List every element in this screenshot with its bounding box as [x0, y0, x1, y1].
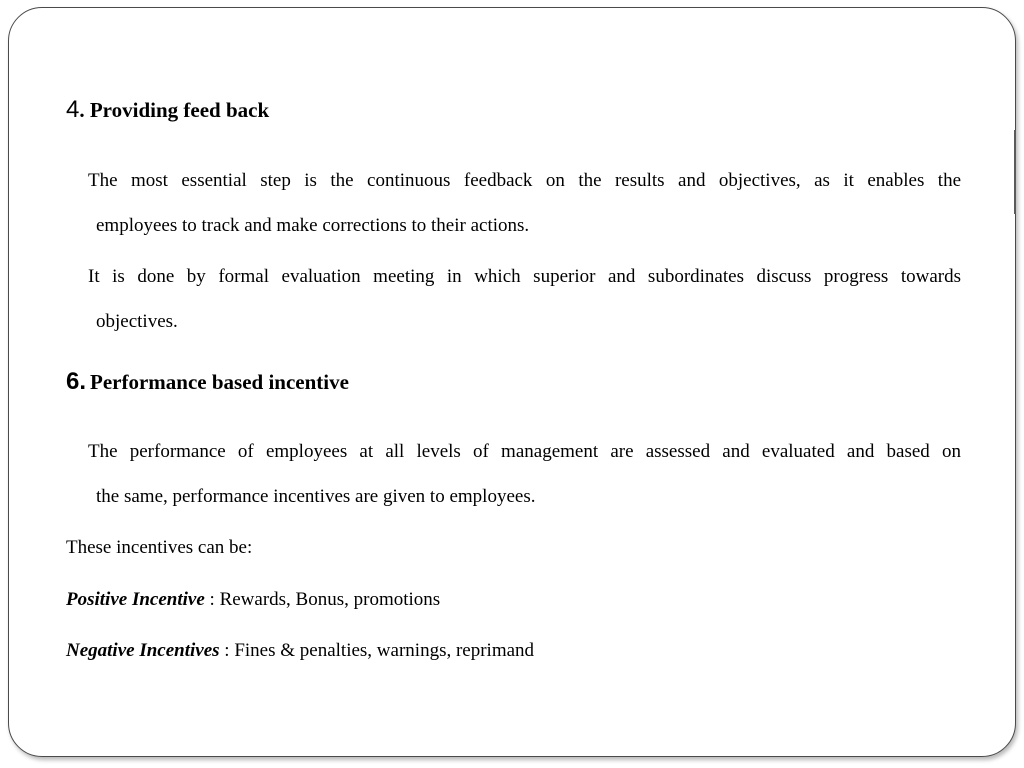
paragraph-line: The most essential step is the continuous feedback on the results and objectives, as it enables the: [88, 170, 961, 191]
section-dot: .: [79, 98, 90, 122]
slide-edge-accent: [1014, 130, 1016, 214]
paragraph-line: objectives.: [96, 311, 178, 332]
incentive-description: Rewards, Bonus, promotions: [219, 589, 441, 610]
incentive-description: Fines & penalties, warnings, reprimand: [234, 640, 535, 661]
paragraph-line: employees to track and make corrections to their actions.: [96, 215, 530, 236]
incentive-item-positive: [66, 589, 440, 611]
incentive-separator: :: [204, 589, 220, 610]
section-heading-feedback: [66, 96, 269, 124]
feedback-paragraph-1: [88, 158, 961, 248]
section-title: Performance based incentive: [90, 370, 349, 394]
incentive-paragraph: [88, 429, 961, 519]
section-heading-incentive: [66, 368, 349, 396]
feedback-paragraph-2: [88, 254, 961, 344]
section-number: 4: [66, 96, 80, 123]
paragraph-line: It is done by formal evaluation meeting in which superior and subordinates discuss progress towards: [88, 266, 961, 287]
section-number: 6.: [66, 368, 87, 395]
section-title: Providing feed back: [89, 98, 270, 122]
paragraph-line: the same, performance incentives are given to employees.: [96, 486, 536, 507]
incentive-term: Negative Incentives: [66, 640, 220, 661]
incentive-term: Positive Incentive: [66, 589, 205, 610]
incentive-separator: :: [219, 640, 235, 661]
incentives-intro: These incentives can be:: [66, 537, 253, 558]
incentive-item-negative: [66, 640, 534, 662]
paragraph-line: The performance of employees at all levels of management are assessed and evaluated and based on: [88, 441, 961, 462]
